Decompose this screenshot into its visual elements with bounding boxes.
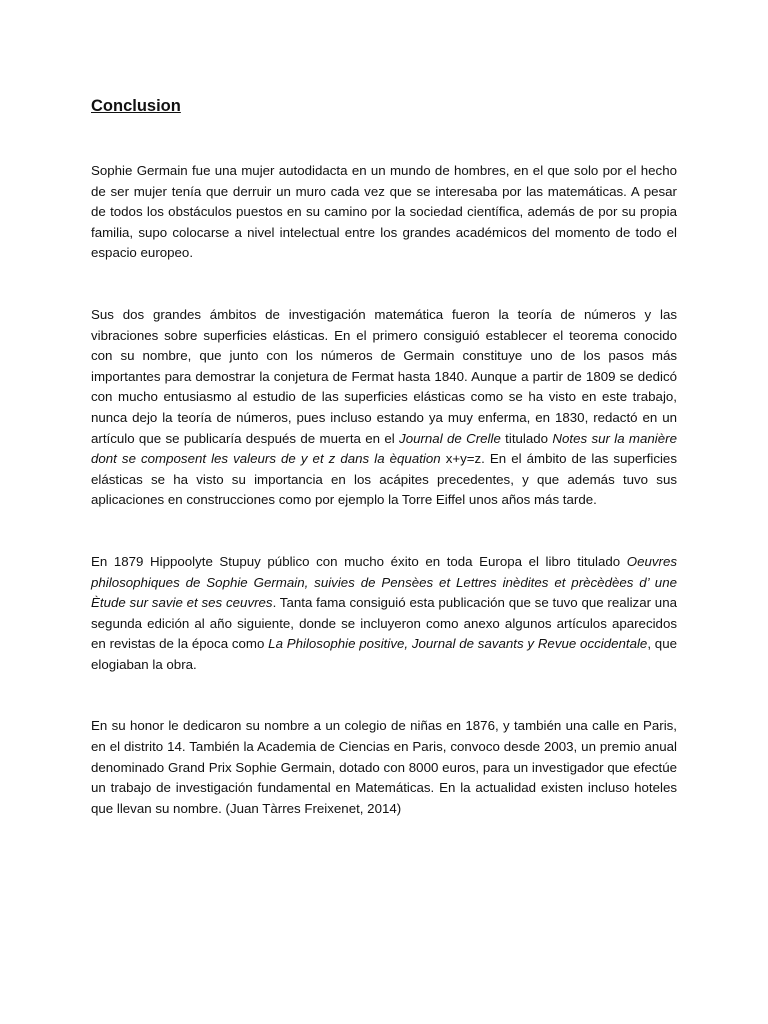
book-title: Oeuvres philosophiques de Sophie Germain, suivies de Pensèes et Lettres inèdites et prècèdèes d’ une Ètude sur savie et ses ceuvres	[91, 553, 677, 611]
paragraph-2-text-c: x+y=z. En el ámbito de las superficies elásticas se ha visto su importancia en los acápites precedentes, y que además tuvo sus aplicaciones en construcciones como por ejemplo la Torre Eiffel unos años más tarde.	[91, 451, 677, 508]
paragraph-3-text-b: . Tanta fama consiguió esta publicación que se tuvo que realizar una segunda edición al año siguiente, donde se incluyeron como anexo algunos artículos aparecidos en revistas de la época como	[91, 595, 677, 652]
document-page	[91, 95, 677, 819]
paragraph-1: Sophie Germain fue una mujer autodidacta en un mundo de hombres, en el que solo por el hecho de ser mujer tenía que derruir un muro cada vez que se interesaba por las matemáticas. A pesar de todos los obstáculos puestos en su camino por la sociedad científica, además de por su propia familia, supo colocarse a nivel intelectual entre los grandes académicos del momento de todo el espacio europeo.	[91, 163, 677, 261]
paragraph-3	[91, 552, 677, 676]
paragraph-4: En su honor le dedicaron su nombre a un colegio de niñas en 1876, y también una calle en Paris, en el distrito 14. También la Academia de Ciencias en Paris, convoco desde 2003, un premio anual denominado Grand Prix Sophie Germain, dotado con 8000 euros, para un investigador que efectúe un trabajo de investigación fundamental en Matemáticas. En la actualidad existen incluso hoteles que llevan su nombre. (Juan Tàrres Freixenet, 2014)	[91, 718, 677, 816]
paragraph-2	[91, 305, 677, 511]
journal-name: Journal de Crelle	[399, 430, 501, 446]
paragraph-3-text-c: , que elogiaban la obra.	[91, 636, 677, 672]
paragraph-2-text-b: titulado	[500, 430, 553, 446]
page-title: Conclusion	[91, 97, 181, 115]
paragraph-3-text-a: En 1879 Hippoolyte Stupuy público con mucho éxito en toda Europa el libro titulado	[91, 553, 627, 569]
journal-names: La Philosophie positive, Journal de savants y Revue occidentale	[268, 636, 648, 652]
paragraph-2-text-a: Sus dos grandes ámbitos de investigación matemática fueron la teoría de números y las vibraciones sobre superficies elásticas. En el primero consiguió establecer el teorema conocido con su nombre, que junto con los números de Germain constituye uno de los pasos más importantes para demostrar la conjetura de Fermat hasta 1840. Aunque a partir de 1809 se dedicó con mucho entusiasmo al estudio de las superficies elásticas como se ha visto en este trabajo, nunca dejo la teoría de números, pues incluso estando ya muy enferma, en 1830, redactó en un artículo que se publicaría después de muerta en el	[91, 306, 677, 446]
article-title: Notes sur la manière dont se composent les valeurs de y et z dans la èquation	[91, 430, 677, 467]
